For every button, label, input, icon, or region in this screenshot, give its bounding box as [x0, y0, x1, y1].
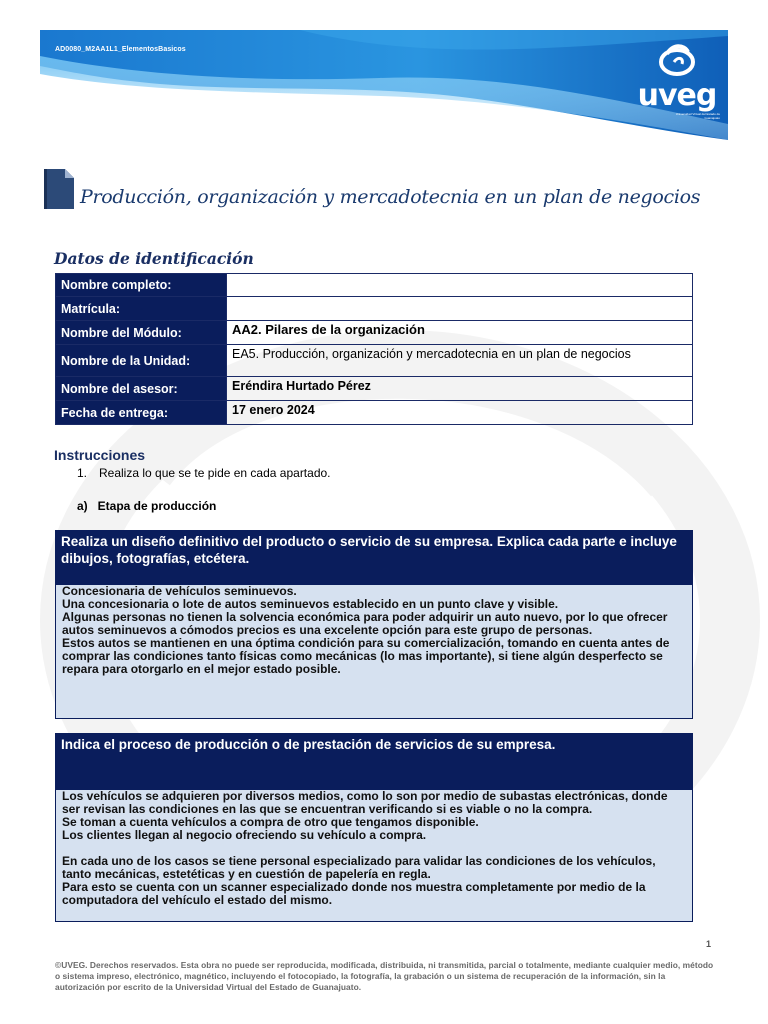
logo-subtext: Universidad Virtual del Estado de Guanajuato	[675, 112, 720, 120]
row-label: Nombre de la Unidad:	[56, 345, 227, 377]
instruction-number: 1.	[77, 466, 88, 480]
answer-paragraph: Se toman a cuenta vehículos a compra de otro que tengamos disponible.	[62, 815, 479, 829]
answer-paragraph: Los vehículos se adquieren por diversos medios, como lo son por medio de subastas electrónicas, donde ser revisan las condiciones en las que se encuentran verificando si es viable o no la compra.	[62, 789, 668, 816]
answer-paragraph: Una concesionaria o lote de autos seminuevos establecido en un punto clave y visible.	[62, 597, 559, 611]
question-text: Indica el proceso de producción o de prestación de servicios de su empresa.	[61, 737, 556, 752]
answer-paragraph: Para esto se cuenta con un scanner especializado donde nos muestra completamente por medio de la computadora del vehículo el estado del mismo.	[62, 880, 646, 907]
row-label: Nombre completo:	[56, 274, 227, 297]
answer-paragraph: Los clientes llegan al negocio ofreciendo su vehículo a compra.	[62, 828, 427, 842]
question-box-1	[55, 530, 693, 584]
row-label: Nombre del asesor:	[56, 377, 227, 401]
answer-paragraph: En cada uno de los casos se tiene personal especializado para validar las condiciones de los vehículos, tanto mecánicas, estetéticas y en cuestión de papelería en regla.	[62, 854, 656, 881]
module-name-value: AA2. Pilares de la organización	[227, 321, 693, 345]
page-number: 1	[706, 939, 712, 949]
advisor-name-value: Eréndira Hurtado Pérez	[227, 377, 693, 401]
answer-paragraph: Estos autos se mantienen en una óptima condición para su comercialización, tomando en cuenta antes de comprar las condiciones tanto físicas como mecánicas (lo mas importante), si tiene algún desperfecto se repara para otorgarlo en el mejor estado posible.	[62, 636, 670, 676]
identification-heading: Datos de identificación	[54, 249, 254, 268]
row-label: Matrícula:	[56, 297, 227, 321]
question-box-2	[55, 733, 693, 789]
table-row	[56, 297, 693, 321]
answer-box-2[interactable]	[55, 789, 693, 922]
table-row	[56, 345, 693, 377]
table-row	[56, 321, 693, 345]
due-date-value: 17 enero 2024	[227, 401, 693, 425]
document-title: Producción, organización y mercadotecnia en un plan de negocios	[80, 186, 701, 208]
enrollment-field[interactable]	[227, 297, 693, 321]
stage-heading: a) Etapa de producción	[77, 499, 217, 513]
instruction-item: Realiza lo que se te pide en cada apartado.	[99, 466, 331, 480]
unit-name-value: EA5. Producción, organización y mercadotecnia en un plan de negocios	[227, 345, 693, 377]
instructions-heading: Instrucciones	[54, 447, 146, 463]
identification-table	[55, 273, 693, 425]
document-icon	[43, 168, 75, 210]
row-label: Fecha de entrega:	[56, 401, 227, 425]
uveg-swirl-icon	[634, 40, 720, 80]
table-row	[56, 401, 693, 425]
answer-paragraph: Concesionaria de vehículos seminuevos.	[62, 584, 297, 598]
answer-paragraph: Algunas personas no tienen la solvencia económica para poder adquirir un auto nuevo, por lo que ofrecer autos seminuevos a cómodos precios es una excelente opción para este grupo de personas.	[62, 610, 668, 637]
question-text: Realiza un diseño definitivo del producto o servicio de su empresa. Explica cada parte e incluye dibujos, fotografías, etcétera.	[61, 534, 677, 566]
uveg-logo	[634, 40, 720, 120]
header-banner	[0, 0, 768, 150]
logo-text: uveg	[637, 78, 717, 113]
answer-box-1[interactable]	[55, 584, 693, 719]
full-name-field[interactable]	[227, 274, 693, 297]
copyright-footer: ©UVEG. Derechos reservados. Esta obra no puede ser reproducida, modificada, distribuida, ni transmitida, parcial o totalmente, mediante cualquier medio, método o sistema impreso, electrónico, magnético, incluyendo el fotocopiado, la fotografía, la grabación o un sistema de recuperación de la información, sin la autorización por escrito de la Universidad Virtual del Estado de Guanajuato.	[55, 960, 714, 992]
table-row	[56, 274, 693, 297]
row-label: Nombre del Módulo:	[56, 321, 227, 345]
document-code: AD0080_M2AA1L1_ElementosBasicos	[55, 46, 186, 53]
table-row	[56, 377, 693, 401]
